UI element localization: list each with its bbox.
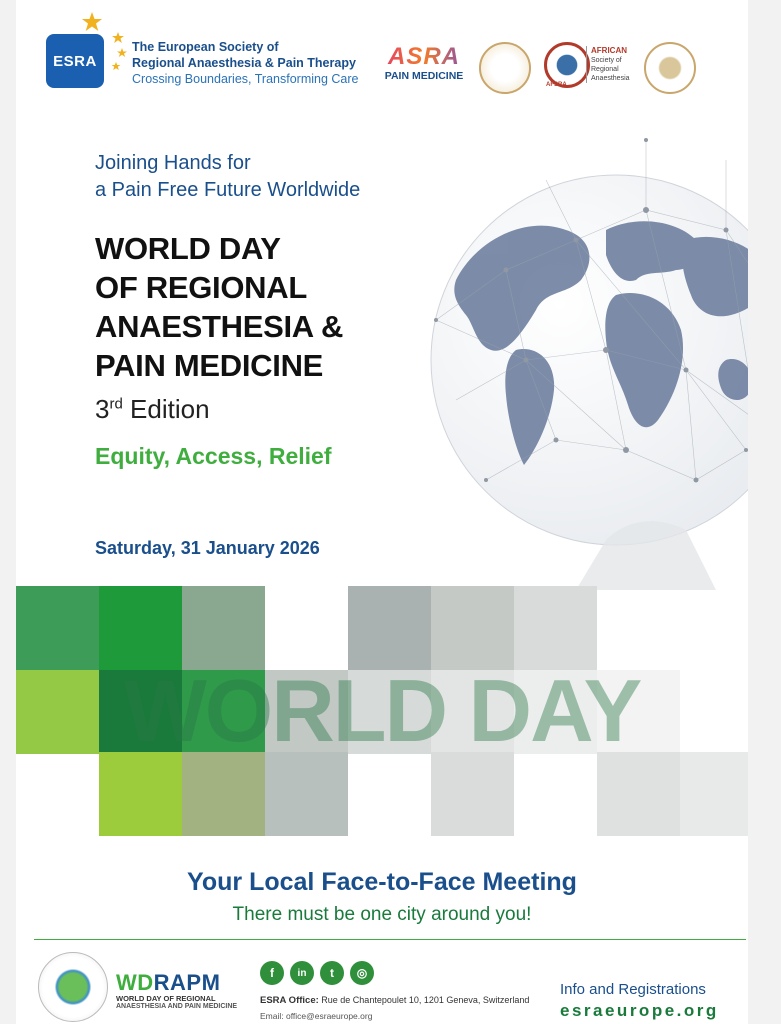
wd-name-green: WD	[116, 970, 154, 995]
afsra-text-line3: Regional	[591, 66, 619, 73]
wdrapm-name	[116, 970, 220, 996]
divider	[34, 939, 746, 940]
afsra-text-line1: AFRICAN	[591, 46, 627, 55]
twitter-icon[interactable]: t	[320, 961, 344, 985]
title-line4: PAIN MEDICINE	[95, 348, 324, 383]
org-name-line1: The European Society of	[132, 40, 279, 54]
asra-logo[interactable]	[378, 44, 470, 82]
office-label: ESRA Office:	[260, 995, 319, 1006]
partner-seal-1[interactable]	[479, 42, 531, 94]
title-line2: OF REGIONAL	[95, 270, 307, 305]
title-line3: ANAESTHESIA &	[95, 309, 344, 344]
mosaic-tile	[182, 586, 265, 670]
edition-word: Edition	[130, 394, 210, 424]
title-line1: WORLD DAY	[95, 231, 281, 266]
event-date: Saturday, 31 January 2026	[95, 538, 320, 558]
mosaic-tile	[99, 586, 182, 670]
meeting-title: Your Local Face-to-Face Meeting	[187, 868, 577, 896]
afsra-text	[586, 46, 630, 83]
esra-logo[interactable]: ESRA	[46, 34, 104, 88]
tagline	[95, 150, 360, 204]
partner-seal-2[interactable]	[644, 42, 696, 94]
mosaic-tile	[265, 752, 348, 836]
theme-text: Equity, Access, Relief	[95, 443, 332, 469]
wdrapm-seal[interactable]	[38, 952, 108, 1022]
asra-word: ASRA	[378, 44, 470, 70]
wdrapm-subtitle-line2: ANAESTHESIA AND PAIN MEDICINE	[116, 1003, 238, 1010]
edition-number: 3	[95, 394, 110, 424]
network-globe-illustration	[396, 120, 748, 590]
mosaic-tile	[348, 586, 431, 670]
org-slogan: Crossing Boundaries, Transforming Care	[132, 72, 359, 86]
instagram-icon[interactable]: ◎	[350, 961, 374, 985]
linkedin-icon[interactable]: in	[290, 961, 314, 985]
world-day-banner-text: WORLD DAY	[123, 661, 641, 760]
wdrapm-subtitle-line1: WORLD DAY OF REGIONAL	[116, 994, 216, 1003]
mosaic-tile	[182, 752, 265, 836]
mosaic-tile	[16, 586, 99, 670]
mosaic-tile	[680, 752, 748, 836]
office-address-text: Rue de Chantepoulet 10, 1201 Geneva, Switzerland	[318, 995, 530, 1005]
mosaic-tile	[99, 752, 182, 836]
tagline-line2: a Pain Free Future Worldwide	[95, 179, 361, 201]
wd-name-blue: RAPM	[153, 970, 221, 995]
mosaic-tile	[431, 586, 514, 670]
edition-suffix: rd	[109, 395, 123, 413]
main-title	[95, 229, 343, 385]
office-address	[260, 995, 529, 1006]
org-name-line2: Regional Anaesthesia & Pain Therapy	[132, 56, 356, 70]
tagline-line1: Joining Hands for	[95, 152, 251, 174]
website-link[interactable]: esraeurope.org	[560, 1001, 719, 1020]
mosaic-tile	[431, 752, 514, 836]
afsra-text-line4: Anaesthesia	[591, 75, 630, 82]
asra-subtitle: PAIN MEDICINE	[384, 70, 464, 82]
afsra-text-line2: Society of	[591, 57, 622, 64]
afsra-label: AFSRA	[546, 82, 567, 88]
meeting-subtitle: There must be one city around you!	[232, 904, 532, 925]
edition	[95, 394, 210, 425]
event-poster	[16, 0, 748, 1024]
mosaic-tile	[597, 752, 680, 836]
info-label: Info and Registrations	[560, 981, 706, 998]
mosaic-tile	[514, 586, 597, 670]
facebook-icon[interactable]: f	[260, 961, 284, 985]
office-email[interactable]: Email: office@esraeurope.org	[260, 1011, 373, 1021]
